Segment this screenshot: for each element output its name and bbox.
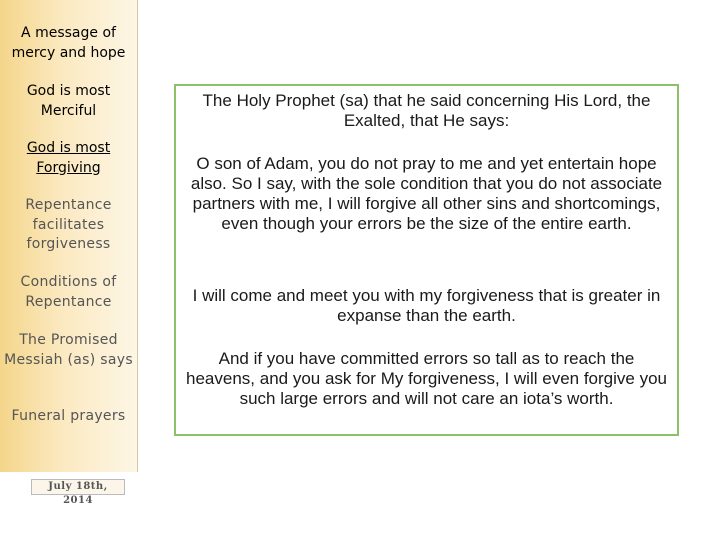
quote-intro: The Holy Prophet (sa) that he said concerning His Lord, the Exalted, that He says: — [202, 91, 651, 130]
quote-paragraph: I will come and meet you with my forgiveness that is greater in expanse than the earth. — [192, 286, 661, 325]
sidebar — [0, 0, 138, 472]
sidebar-item-god-most-forgiving[interactable]: God is most Forgiving — [26, 140, 111, 176]
sidebar-item-conditions-of-repentance[interactable]: Conditions of Repentance — [20, 274, 117, 310]
sidebar-item-message-of-mercy[interactable]: A message of mercy and hope — [11, 25, 126, 61]
sidebar-item-promised-messiah[interactable]: The Promised Messiah (as) says — [4, 332, 133, 368]
sidebar-item-god-most-merciful[interactable]: God is most Merciful — [26, 83, 111, 119]
quote-paragraph: O son of Adam, you do not pray to me and yet entertain hope also. So I say, with the sole condition that you do not associate partners with me, I will forgive all other sins and shortcomings, even though your errors be the size of the entire earth. — [190, 154, 663, 233]
sidebar-item-repentance-facilitates[interactable]: Repentance facilitates forgiveness — [25, 197, 112, 252]
quote-box — [174, 84, 679, 436]
quote-paragraph: And if you have committed errors so tall as to reach the heavens, and you ask for My forgiveness, I will even forgive you such large errors and will not care an iota’s worth. — [186, 349, 667, 408]
sidebar-item-funeral-prayers[interactable]: Funeral prayers — [11, 408, 126, 424]
date-stamp: July 18th, 2014 — [31, 479, 125, 495]
